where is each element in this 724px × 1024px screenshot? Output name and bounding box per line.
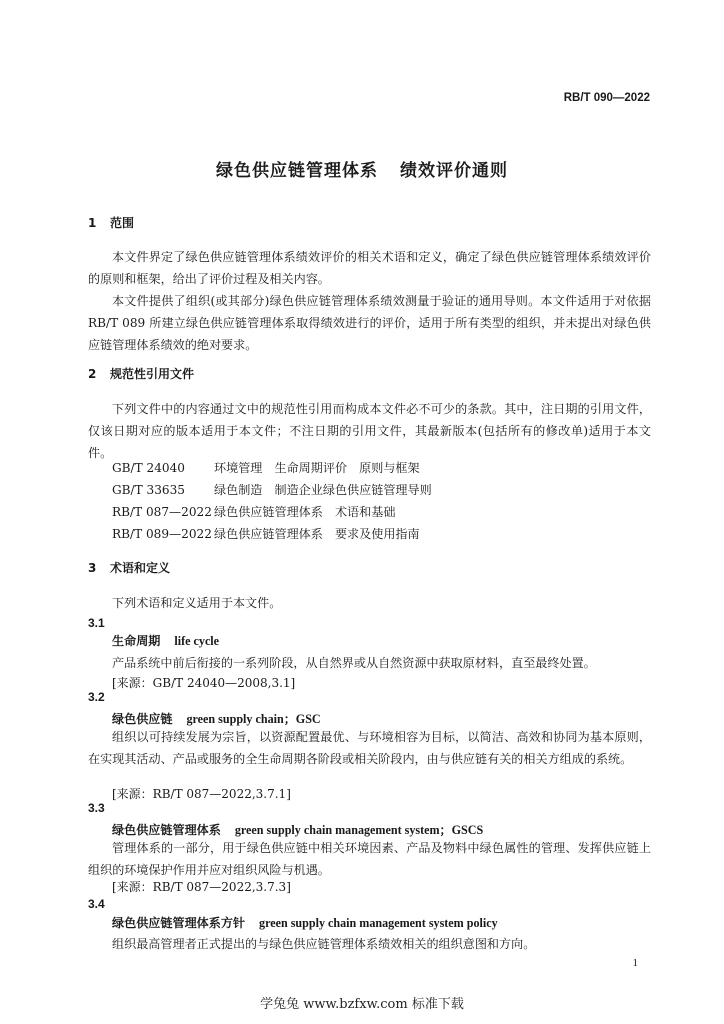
term-definition: 管理体系的一部分，用于绿色供应链中相关环境因素、产品及物料中绿色属性的管理、发挥供应链上组织的环境保护作用并应对组织风险与机遇。 [88,841,651,877]
term-source: [来源：RB/T 087—2022,3.7.1] [112,787,291,801]
term-number: 3.1 [88,616,105,630]
section-2-heading [88,365,194,382]
term-heading [112,632,219,649]
term-chinese: 生命周期 [112,634,161,648]
term-source: [来源：RB/T 087—2022,3.7.3] [112,880,291,894]
term-definition: 组织以可持续发展为宗旨，以资源配置最优、与环境相容为目标，以简洁、高效和协同为基本原则，在实现其活动、产品或服务的全生命周期各阶段或相关阶段内，由与供应链有关的相关方组成的系统。 [88,730,651,766]
term-heading [112,710,321,727]
section-number: 1 [88,216,97,230]
page-title [0,156,724,181]
reference-title: 环境管理 生命周期评价 原则与框架 [214,461,420,475]
section-1-paragraph-1: 本文件界定了绿色供应链管理体系绩效评价的相关术语和定义，确定了绿色供应链管理体系绩效评价的原则和框架，给出了评价过程及相关内容。 [88,250,651,286]
term-source: [来源：GB/T 24040—2008,3.1] [112,676,296,690]
reference-item [112,481,432,498]
section-number: 2 [88,367,97,381]
title-part-1: 绿色供应链管理体系 [216,161,378,181]
reference-title: 绿色供应链管理体系 要求及使用指南 [214,527,420,541]
section-2-paragraph: 下列文件中的内容通过文中的规范性引用而构成本文件必不可少的条款。其中，注日期的引用文件，仅该日期对应的版本适用于本文件；不注日期的引用文件，其最新版本(包括所有的修改单)适用于本文件。 [88,402,651,460]
term-chinese: 绿色供应链管理体系方针 [112,916,246,930]
term-definition: 产品系统中前后衔接的一系列阶段，从自然界或从自然资源中获取原材料，直至最终处置。 [112,656,596,670]
term-definition: 组织最高管理者正式提出的与绿色供应链管理体系绩效相关的组织意图和方向。 [112,937,536,951]
section-number: 3 [88,561,97,575]
reference-item [112,459,420,476]
term-heading [112,821,483,838]
page-number: 1 [632,957,638,969]
term-chinese: 绿色供应链 [112,712,173,726]
reference-code: GB/T 33635 [112,483,186,497]
term-chinese: 绿色供应链管理体系 [112,823,221,837]
standard-number: RB/T 090—2022 [563,92,650,104]
title-part-2: 绩效评价通则 [400,161,508,181]
section-1-heading [88,214,134,231]
reference-code: GB/T 24040 [112,461,186,475]
reference-title: 绿色供应链管理体系 术语和基础 [214,505,396,519]
term-english: green supply chain management system；GSCS [234,823,484,837]
term-number: 3.3 [88,801,105,815]
term-english: green supply chain management system policy [259,916,498,930]
reference-code: RB/T 087—2022 [112,505,212,519]
section-title: 术语和定义 [110,561,171,575]
reference-item [112,525,420,542]
reference-code: RB/T 089—2022 [112,527,212,541]
term-number: 3.2 [88,690,105,704]
term-heading [112,914,498,931]
section-title: 规范性引用文件 [110,367,195,381]
watermark-text: 学兔兔 www.bzfxw.com 标准下载 [260,997,464,1012]
reference-title: 绿色制造 制造企业绿色供应链管理导则 [214,483,432,497]
section-3-intro: 下列术语和定义适用于本文件。 [112,596,282,610]
reference-item [112,503,395,520]
section-1-paragraph-2: 本文件提供了组织(或其部分)绿色供应链管理体系绩效测量于验证的通用导则。本文件适用于对依据 RB/T 089 所建立绿色供应链管理体系取得绩效进行的评价，适用于所有类型的组织，并未提出对绿色供应链管理体系绩效的绝对要求。 [88,294,651,352]
term-english: green supply chain；GSC [186,712,321,726]
term-english: life cycle [174,634,220,648]
term-number: 3.4 [88,897,105,911]
section-3-heading [88,559,170,576]
section-title: 范围 [110,216,135,230]
